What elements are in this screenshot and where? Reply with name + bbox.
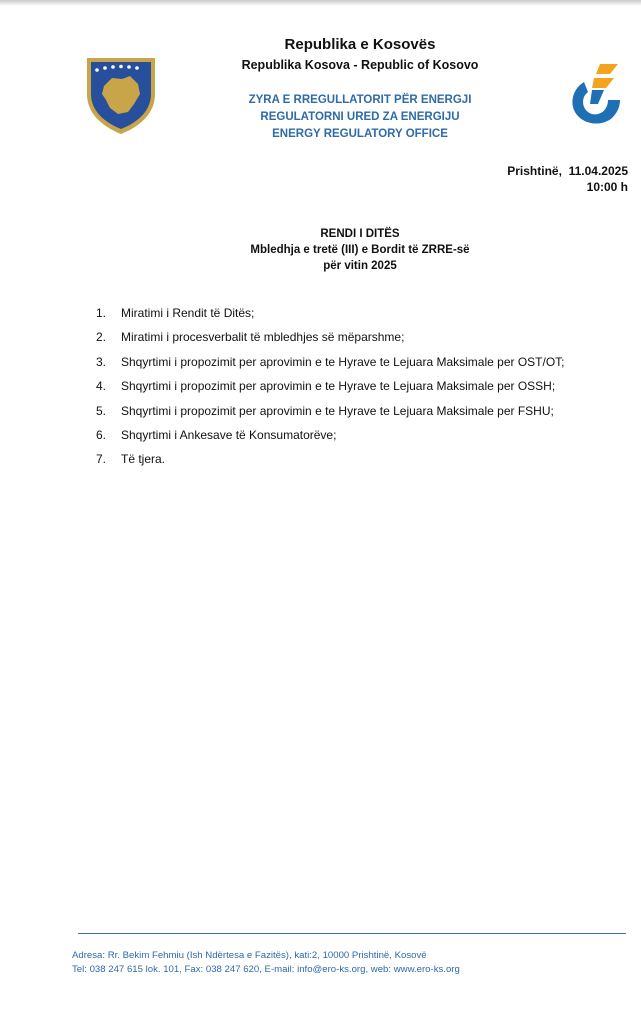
meeting-time: 10:00 h <box>586 180 628 194</box>
office-name-sq: ZYRA E RREGULLATORIT PËR ENERGJI <box>248 94 472 106</box>
page-top-edge <box>0 0 641 6</box>
agenda-title: RENDI I DITËS <box>320 228 400 240</box>
ero-logo-icon <box>570 60 622 128</box>
agenda-list <box>96 306 616 477</box>
footer-divider <box>78 933 626 934</box>
list-item: 1. Miratimi i Rendit të Ditës; <box>96 306 255 320</box>
list-item: 5. Shqyrtimi i propozimit per aprovimin e te Hyrave te Lejuara Maksimale per FSHU; <box>96 403 554 418</box>
list-item: 7. Të tjera. <box>96 452 166 467</box>
office-name-sr: REGULATORNI URED ZA ENERGIJU <box>260 111 460 123</box>
list-item: 2. Miratimi i procesverbalit të mbledhjes së mëparshme; <box>96 330 405 345</box>
footer-contact: Tel: 038 247 615 lok. 101, Fax: 038 247 620, E-mail: info@ero-ks.org, web: www.ero-ks.org <box>72 964 460 975</box>
list-item: 4. Shqyrtimi i propozimit per aprovimin e te Hyrave te Lejuara Maksimale per OSSH; <box>96 379 556 394</box>
footer-address: Adresa: Rr. Bekim Fehmiu (Ish Ndërtesa e Fazitës), kati:2, 10000 Prishtinë, Kosovë <box>72 950 427 961</box>
footer <box>72 949 632 977</box>
agenda-meeting-line: Mbledhja e tretë (III) e Bordit të ZRRE-së <box>250 244 470 256</box>
letterhead <box>160 36 560 143</box>
date-block <box>507 163 628 195</box>
agenda-heading <box>160 226 560 274</box>
list-item: 6. Shqyrtimi i Ankesave të Konsumatorëve; <box>96 427 337 442</box>
country-subtitle: Republika Kosova - Republic of Kosovo <box>241 58 479 72</box>
list-item: 3. Shqyrtimi i propozimit per aprovimin e te Hyrave te Lejuara Maksimale per OST/OT; <box>96 354 565 369</box>
country-title: Republika e Kosovës <box>284 36 436 53</box>
office-name-en: ENERGY REGULATORY OFFICE <box>272 128 448 140</box>
place-date: Prishtinë, 11.04.2025 <box>507 164 628 178</box>
agenda-year-line: për vitin 2025 <box>323 260 397 272</box>
kosovo-coat-of-arms-icon <box>84 54 158 136</box>
